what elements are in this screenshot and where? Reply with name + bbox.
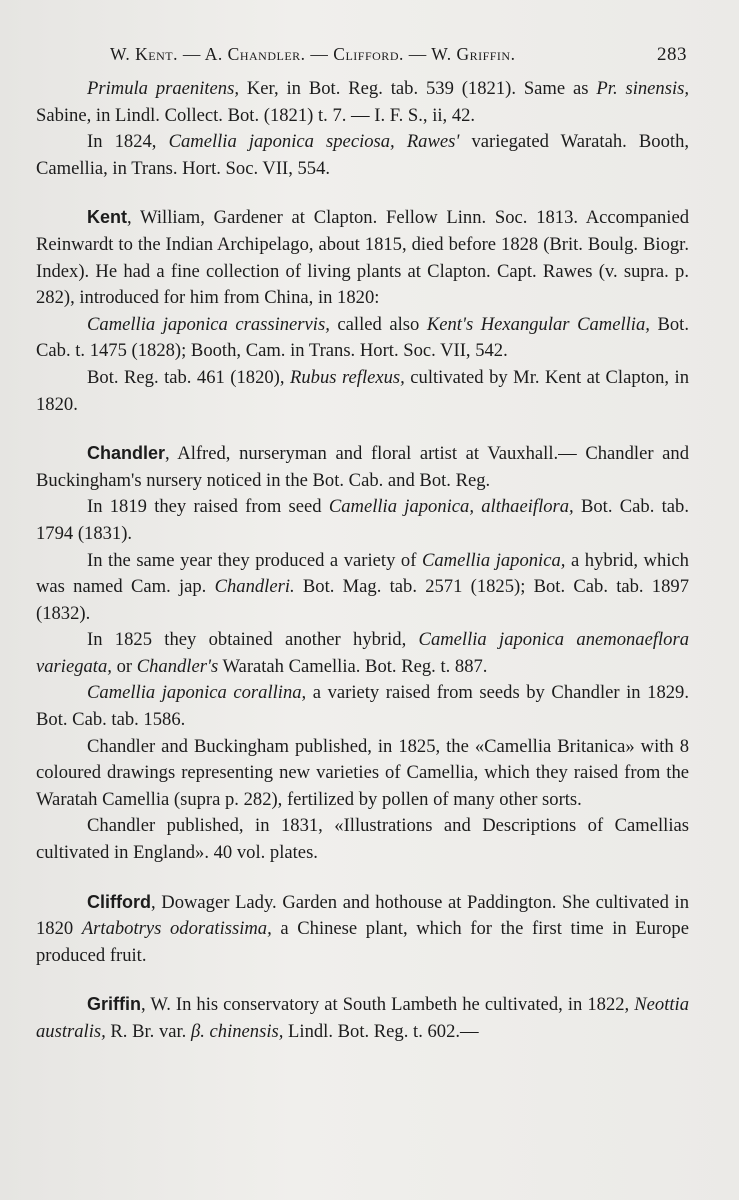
italic-text: Primula praenitens,: [87, 78, 239, 99]
text-run: Chandler and Buckingham published, in 1825, the «Camellia Britanica» with 8 coloured drawings representing new varieties of Camellia, which they raised from the Waratah Camellia (supra p. 282), fertilized by pollen of many other sorts.: [36, 735, 689, 810]
text-run: Ker, in Bot. Reg. tab. 539 (1821). Same as: [238, 78, 597, 99]
page-number: 283: [657, 44, 687, 65]
paragraph: [36, 734, 689, 814]
italic-text: Kent's Hexangular Camellia,: [426, 313, 650, 335]
entry-name: Kent: [87, 207, 127, 228]
entry-chandler: [36, 440, 689, 867]
paragraph: [36, 129, 689, 182]
italic-text: Camellia japonica,: [421, 549, 566, 571]
text-run: , William, Gardener at Clapton. Fellow Linn. Soc. 1813. Accompanied Reinwardt to the Indian Archipelago, about 1815, died before 1828 (Brit. Boulg. Biogr. Index). He had a fine collection of living plants at Clapton. Capt. Rawes (v. supra. p. 282), introduced for him from China, in 1820:: [36, 207, 689, 309]
paragraph: [36, 627, 689, 680]
text-run: R. Br. var.: [105, 1021, 191, 1042]
paragraph: [36, 889, 689, 970]
italic-text: Artabotrys odoratissima,: [81, 918, 272, 940]
text-run: In 1824,: [87, 131, 169, 153]
text-run: In the same year they produced a variety of: [87, 549, 422, 571]
text-run: In 1819 they raised from seed: [87, 496, 329, 518]
entry-kent: [36, 204, 689, 418]
paragraph: [36, 440, 689, 494]
italic-text: Neottia australis,: [36, 994, 689, 1042]
paragraph: [36, 365, 689, 418]
paragraph: [36, 991, 689, 1045]
text-run: or: [111, 655, 137, 677]
italic-text: Camellia japonica corallina,: [87, 682, 307, 704]
text-run: , Dowager Lady. Garden and hothouse at Paddington. She cultivated in 1820: [36, 891, 689, 940]
entry-name: Clifford: [87, 891, 151, 912]
entry-griffin: [36, 991, 689, 1045]
text-run: Bot. Cab. tab. 1794 (1831).: [36, 496, 689, 544]
text-run: Bot. Cab. t. 1475 (1828); Booth, Cam. in Trans. Hort. Soc. VII, 542.: [36, 313, 689, 362]
text-run: , W. In his conservatory at South Lambeth he cultivated, in 1822,: [141, 994, 635, 1016]
text-run: called also: [329, 313, 427, 335]
text-run: Bot. Reg. tab. 461 (1820),: [87, 366, 291, 388]
italic-text: Camellia japonica, althaeiflora,: [328, 496, 574, 518]
italic-text: Camellia japonica crassinervis,: [87, 313, 330, 335]
paragraph: [36, 76, 689, 129]
running-title: W. Kent. — A. Chandler. — Clifford. — W. Griffin.: [110, 44, 516, 64]
paragraph: [36, 204, 689, 311]
running-head: [110, 44, 687, 66]
entry-name: Griffin: [87, 994, 141, 1015]
carryover-section: [36, 76, 689, 182]
entry-clifford: [36, 889, 689, 970]
text-run: In 1825 they obtained another hybrid,: [87, 629, 419, 651]
paragraph: [36, 548, 689, 628]
italic-text: Pr. sinensis,: [596, 78, 690, 99]
text-run: Sabine, in Lindl. Collect. Bot. (1821) t. 7. — I. F. S., ii, 42.: [36, 104, 476, 126]
text-run: a Chinese plant, which for the first time in Europe produced fruit.: [36, 918, 689, 966]
text-run: Lindl. Bot. Reg. t. 602.—: [283, 1021, 479, 1042]
text-run: Waratah Camellia. Bot. Reg. t. 887.: [218, 655, 488, 677]
italic-text: Camellia japonica speciosa, Rawes': [168, 131, 460, 153]
paragraph: [36, 494, 689, 547]
text-run: Chandler published, in 1831, «Illustrations and Descriptions of Camellias cultivated in England». 40 vol. plates.: [36, 815, 689, 864]
italic-text: Chandleri.: [214, 576, 295, 598]
text-run: , Alfred, nurseryman and floral artist at Vauxhall.— Chandler and Buckingham's nursery noticed in the Bot. Cab. and Bot. Reg.: [36, 443, 689, 491]
italic-text: Rubus reflexus,: [290, 366, 405, 388]
text-run: Bot. Mag. tab. 2571 (1825); Bot. Cab. tab. 1897 (1832).: [36, 576, 689, 624]
entry-name: Chandler: [87, 443, 166, 464]
paragraph: [36, 680, 689, 733]
italic-text: β. chinensis,: [190, 1021, 284, 1042]
text-run: a hybrid, which was named Cam. jap.: [36, 549, 689, 598]
text-run: a variety raised from seeds by Chandler in 1829. Bot. Cab. tab. 1586.: [36, 682, 689, 731]
paragraph: [36, 312, 689, 365]
text-run: cultivated by Mr. Kent at Clapton, in 1820.: [36, 366, 690, 415]
italic-text: Chandler's: [136, 655, 219, 677]
paragraph: [36, 813, 689, 866]
text-run: variegated Waratah. Booth, Camellia, in Trans. Hort. Soc. VII, 554.: [36, 131, 690, 179]
italic-text: Camellia japonica anemonaeflora variegata,: [36, 629, 689, 677]
entries-section: [36, 204, 689, 1045]
